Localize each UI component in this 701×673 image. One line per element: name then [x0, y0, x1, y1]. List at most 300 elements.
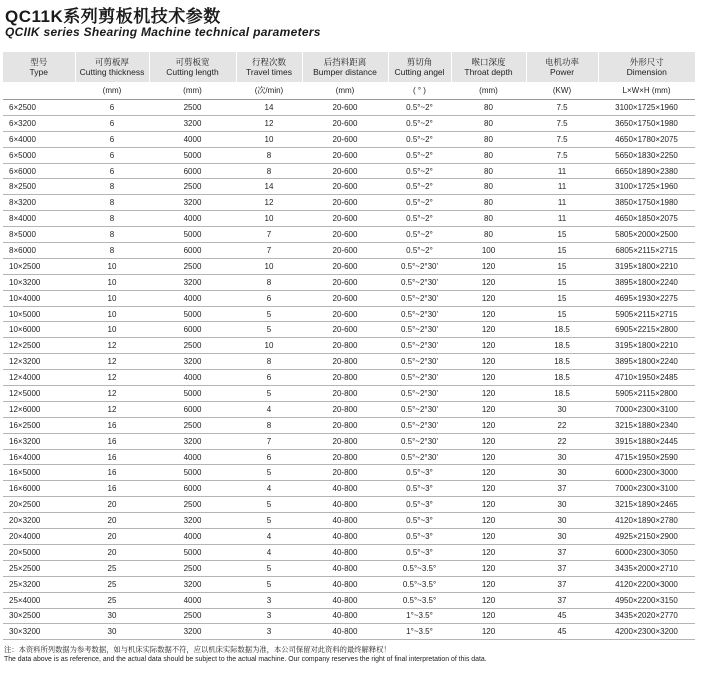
table-cell: 20-600 [302, 290, 388, 306]
unit-cell: (次/min) [236, 82, 302, 100]
column-header-cn: 可剪板厚 [94, 57, 129, 67]
table-cell: 25 [75, 560, 149, 576]
table-cell: 18.5 [526, 322, 598, 338]
table-cell: 5000 [149, 465, 236, 481]
unit-cell: ( ° ) [388, 82, 451, 100]
table-cell: 6×4000 [3, 131, 75, 147]
units-row [3, 82, 695, 100]
table-cell: 2500 [149, 608, 236, 624]
table-cell: 80 [451, 227, 526, 243]
table-cell: 12×6000 [3, 401, 75, 417]
table-cell: 0.5°~2°30' [388, 258, 451, 274]
unit-cell: (mm) [451, 82, 526, 100]
table-cell: 15 [526, 227, 598, 243]
table-cell: 6000 [149, 322, 236, 338]
table-cell: 5000 [149, 227, 236, 243]
table-cell: 7.5 [526, 100, 598, 116]
table-cell: 3215×1890×2465 [598, 497, 695, 513]
table-cell: 6000×2300×3000 [598, 465, 695, 481]
column-header [302, 52, 388, 82]
table-cell: 15 [526, 274, 598, 290]
column-header [3, 52, 75, 82]
table-row [3, 370, 695, 386]
table-cell: 0.5°~3.5° [388, 576, 451, 592]
table-row [3, 163, 695, 179]
table-cell: 10×2500 [3, 258, 75, 274]
table-cell: 4000 [149, 529, 236, 545]
table-cell: 12 [236, 115, 302, 131]
table-cell: 2500 [149, 179, 236, 195]
table-cell: 20-800 [302, 354, 388, 370]
table-cell: 8 [236, 274, 302, 290]
table-cell: 120 [451, 560, 526, 576]
table-cell: 20×5000 [3, 544, 75, 560]
table-cell: 8×2500 [3, 179, 75, 195]
table-cell: 6 [75, 163, 149, 179]
table-row [3, 576, 695, 592]
table-cell: 4000 [149, 290, 236, 306]
table-cell: 20-600 [302, 163, 388, 179]
table-cell: 120 [451, 338, 526, 354]
table-cell: 37 [526, 560, 598, 576]
column-header-en: Cutting thickness [79, 67, 145, 77]
table-cell: 3435×2000×2710 [598, 560, 695, 576]
table-cell: 45 [526, 608, 598, 624]
table-cell: 0.5°~2°30' [388, 370, 451, 386]
table-cell: 0.5°~2°30' [388, 338, 451, 354]
table-cell: 20-600 [302, 211, 388, 227]
table-cell: 4000 [149, 592, 236, 608]
table-cell: 0.5°~2°30' [388, 417, 451, 433]
table-cell: 20 [75, 544, 149, 560]
table-cell: 120 [451, 433, 526, 449]
table-cell: 12 [236, 195, 302, 211]
table-cell: 8 [75, 211, 149, 227]
table-row [3, 592, 695, 608]
table-cell: 12 [75, 338, 149, 354]
table-row [3, 306, 695, 322]
column-header-en: Travel times [246, 67, 292, 77]
table-cell: 0.5°~2°30' [388, 354, 451, 370]
table-cell: 3 [236, 592, 302, 608]
table-cell: 20-600 [302, 243, 388, 259]
column-header [388, 52, 451, 82]
table-cell: 4000 [149, 131, 236, 147]
table-cell: 20-600 [302, 227, 388, 243]
table-cell: 10 [236, 131, 302, 147]
table-row [3, 560, 695, 576]
table-cell: 6 [75, 100, 149, 116]
table-cell: 6×6000 [3, 163, 75, 179]
table-cell: 40-800 [302, 544, 388, 560]
table-cell: 120 [451, 449, 526, 465]
table-cell: 80 [451, 100, 526, 116]
table-cell: 100 [451, 243, 526, 259]
table-cell: 37 [526, 544, 598, 560]
table-cell: 3915×1880×2445 [598, 433, 695, 449]
table-cell: 30 [526, 449, 598, 465]
table-cell: 6805×2115×2715 [598, 243, 695, 259]
table-cell: 30 [526, 513, 598, 529]
table-cell: 8 [75, 243, 149, 259]
table-cell: 20-800 [302, 449, 388, 465]
table-cell: 3200 [149, 115, 236, 131]
table-cell: 0.5°~2° [388, 243, 451, 259]
table-cell: 0.5°~3.5° [388, 560, 451, 576]
table-cell: 0.5°~2° [388, 147, 451, 163]
table-cell: 12 [75, 370, 149, 386]
table-cell: 16×6000 [3, 481, 75, 497]
table-cell: 10 [75, 306, 149, 322]
table-cell: 4 [236, 529, 302, 545]
table-cell: 120 [451, 354, 526, 370]
table-cell: 3100×1725×1960 [598, 179, 695, 195]
table-cell: 3 [236, 624, 302, 640]
unit-cell: (mm) [75, 82, 149, 100]
column-header-en: Type [29, 67, 48, 77]
table-cell: 37 [526, 592, 598, 608]
table-cell: 0.5°~3° [388, 513, 451, 529]
table-cell: 16×3200 [3, 433, 75, 449]
table-cell: 14 [236, 100, 302, 116]
table-cell: 20-600 [302, 179, 388, 195]
table-cell: 120 [451, 370, 526, 386]
unit-cell [3, 82, 75, 100]
table-cell: 4000 [149, 211, 236, 227]
table-cell: 120 [451, 513, 526, 529]
column-header-cn: 电机功率 [544, 57, 579, 67]
table-cell: 4 [236, 544, 302, 560]
table-cell: 20-800 [302, 433, 388, 449]
table-cell: 20-800 [302, 417, 388, 433]
page-title: QC11K系列剪板机技术参数 [5, 7, 221, 26]
table-cell: 120 [451, 274, 526, 290]
table-cell: 120 [451, 417, 526, 433]
table-cell: 18.5 [526, 370, 598, 386]
table-cell: 0.5°~2°30' [388, 290, 451, 306]
table-cell: 120 [451, 306, 526, 322]
table-cell: 18.5 [526, 386, 598, 402]
table-cell: 5 [236, 386, 302, 402]
table-cell: 30 [75, 608, 149, 624]
table-cell: 8×3200 [3, 195, 75, 211]
table-cell: 25×3200 [3, 576, 75, 592]
table-cell: 0.5°~3° [388, 529, 451, 545]
table-row [3, 258, 695, 274]
table-cell: 18.5 [526, 338, 598, 354]
table-row [3, 608, 695, 624]
table-cell: 120 [451, 401, 526, 417]
table-row [3, 449, 695, 465]
table-cell: 30 [526, 465, 598, 481]
table-cell: 30 [526, 497, 598, 513]
table-cell: 6000 [149, 163, 236, 179]
table-row [3, 465, 695, 481]
column-header-en: Dimension [626, 67, 667, 77]
table-cell: 3200 [149, 354, 236, 370]
table-cell: 4120×1890×2780 [598, 513, 695, 529]
table-cell: 40-800 [302, 608, 388, 624]
table-cell: 0.5°~3° [388, 544, 451, 560]
table-cell: 20-800 [302, 386, 388, 402]
table-row [3, 354, 695, 370]
column-header-en: Cutting angel [394, 67, 445, 77]
table-cell: 3100×1725×1960 [598, 100, 695, 116]
table-cell: 5000 [149, 544, 236, 560]
table-cell: 120 [451, 544, 526, 560]
table-cell: 40-800 [302, 529, 388, 545]
table-cell: 4 [236, 401, 302, 417]
table-cell: 20-800 [302, 401, 388, 417]
table-cell: 0.5°~2° [388, 115, 451, 131]
table-row [3, 274, 695, 290]
table-cell: 6000×2300×3050 [598, 544, 695, 560]
note-chinese: 注：本资料所列数据为参考数据，如与机床实际数据不符，应以机床实际数据为准，本公司保留对此资料的最终解释权！ [4, 645, 391, 654]
unit-cell: L×W×H (mm) [598, 82, 695, 100]
column-header-cn: 剪切角 [406, 57, 433, 67]
table-cell: 12 [75, 401, 149, 417]
table-row [3, 100, 695, 116]
parameters-table [3, 52, 695, 640]
table-row [3, 433, 695, 449]
column-header [75, 52, 149, 82]
table-cell: 3200 [149, 576, 236, 592]
table-cell: 0.5°~2°30' [388, 401, 451, 417]
table-cell: 3215×1880×2340 [598, 417, 695, 433]
table-cell: 20×4000 [3, 529, 75, 545]
table-row [3, 195, 695, 211]
table-cell: 20 [75, 497, 149, 513]
table-cell: 0.5°~2°30' [388, 433, 451, 449]
table-cell: 10 [236, 338, 302, 354]
table-cell: 20-800 [302, 338, 388, 354]
table-cell: 4120×2200×3000 [598, 576, 695, 592]
table-row [3, 401, 695, 417]
table-cell: 12×3200 [3, 354, 75, 370]
table-cell: 3 [236, 608, 302, 624]
table-cell: 12 [75, 354, 149, 370]
table-cell: 120 [451, 481, 526, 497]
table-cell: 3895×1800×2240 [598, 274, 695, 290]
table-cell: 7000×2300×3100 [598, 401, 695, 417]
table-cell: 10×4000 [3, 290, 75, 306]
table-cell: 45 [526, 624, 598, 640]
table-cell: 0.5°~2° [388, 211, 451, 227]
table-cell: 3650×1750×1980 [598, 115, 695, 131]
table-cell: 12 [75, 386, 149, 402]
table-cell: 5650×1830×2250 [598, 147, 695, 163]
table-cell: 2500 [149, 497, 236, 513]
table-cell: 10 [75, 290, 149, 306]
table-cell: 20×2500 [3, 497, 75, 513]
table-cell: 16×5000 [3, 465, 75, 481]
column-header-cn: 喉口深度 [471, 57, 506, 67]
table-cell: 6 [75, 147, 149, 163]
table-cell: 0.5°~3° [388, 465, 451, 481]
column-header [526, 52, 598, 82]
table-cell: 20-600 [302, 258, 388, 274]
table-cell: 6 [75, 115, 149, 131]
table-cell: 5 [236, 576, 302, 592]
table-cell: 120 [451, 386, 526, 402]
table-cell: 5 [236, 465, 302, 481]
table-cell: 0.5°~2°30' [388, 322, 451, 338]
table-cell: 16×2500 [3, 417, 75, 433]
table-cell: 22 [526, 433, 598, 449]
table-cell: 120 [451, 497, 526, 513]
table-cell: 0.5°~2° [388, 179, 451, 195]
table-cell: 15 [526, 306, 598, 322]
table-cell: 8×6000 [3, 243, 75, 259]
table-cell: 12×5000 [3, 386, 75, 402]
table-cell: 8 [236, 354, 302, 370]
table-row [3, 131, 695, 147]
table-cell: 8×4000 [3, 211, 75, 227]
table-cell: 1°~3.5° [388, 608, 451, 624]
table-row [3, 211, 695, 227]
table-cell: 20-600 [302, 115, 388, 131]
table-row [3, 147, 695, 163]
table-cell: 16 [75, 481, 149, 497]
table-cell: 6000 [149, 401, 236, 417]
table-cell: 15 [526, 243, 598, 259]
table-cell: 11 [526, 163, 598, 179]
table-row [3, 338, 695, 354]
table-cell: 11 [526, 211, 598, 227]
table-row [3, 624, 695, 640]
header-row [3, 52, 695, 82]
table-cell: 6 [236, 370, 302, 386]
table-row [3, 227, 695, 243]
table-cell: 80 [451, 163, 526, 179]
table-cell: 10 [75, 274, 149, 290]
column-header-cn: 可剪板宽 [175, 57, 210, 67]
table-body [3, 100, 695, 640]
table-cell: 20-800 [302, 465, 388, 481]
table-cell: 5 [236, 306, 302, 322]
table-cell: 7 [236, 433, 302, 449]
table-row [3, 115, 695, 131]
table-cell: 11 [526, 195, 598, 211]
table-cell: 120 [451, 258, 526, 274]
table-cell: 120 [451, 290, 526, 306]
table-cell: 20-600 [302, 131, 388, 147]
table-cell: 10 [75, 258, 149, 274]
table-cell: 37 [526, 481, 598, 497]
table-cell: 25×2500 [3, 560, 75, 576]
table-cell: 25 [75, 592, 149, 608]
table-cell: 3195×1800×2210 [598, 338, 695, 354]
table-cell: 16 [75, 433, 149, 449]
table-cell: 5000 [149, 147, 236, 163]
table-cell: 4950×2200×3150 [598, 592, 695, 608]
table-cell: 15 [526, 258, 598, 274]
table-cell: 20-600 [302, 195, 388, 211]
table-cell: 6650×1890×2380 [598, 163, 695, 179]
table-cell: 80 [451, 211, 526, 227]
table-cell: 20-600 [302, 322, 388, 338]
table-cell: 4710×1950×2485 [598, 370, 695, 386]
table-cell: 3195×1800×2210 [598, 258, 695, 274]
table-cell: 16 [75, 449, 149, 465]
table-row [3, 544, 695, 560]
table-cell: 30×3200 [3, 624, 75, 640]
table-cell: 10×6000 [3, 322, 75, 338]
column-header-cn: 型号 [30, 57, 48, 67]
table-cell: 8 [236, 163, 302, 179]
table-cell: 20×3200 [3, 513, 75, 529]
table-row [3, 179, 695, 195]
table-cell: 3200 [149, 433, 236, 449]
table-cell: 0.5°~2° [388, 100, 451, 116]
table-cell: 0.5°~2° [388, 131, 451, 147]
table-cell: 8×5000 [3, 227, 75, 243]
table-cell: 16×4000 [3, 449, 75, 465]
table-cell: 20-600 [302, 306, 388, 322]
table-cell: 8 [75, 227, 149, 243]
table-cell: 80 [451, 179, 526, 195]
table-row [3, 513, 695, 529]
table-cell: 7.5 [526, 131, 598, 147]
table-cell: 4000 [149, 370, 236, 386]
table-cell: 4650×1850×2075 [598, 211, 695, 227]
table-cell: 0.5°~2° [388, 227, 451, 243]
table-cell: 7.5 [526, 115, 598, 131]
column-header-cn: 外形尺寸 [629, 57, 664, 67]
table-cell: 5 [236, 513, 302, 529]
table-cell: 0.5°~2° [388, 195, 451, 211]
table-cell: 6000 [149, 243, 236, 259]
table-cell: 120 [451, 322, 526, 338]
table-cell: 40-800 [302, 624, 388, 640]
table-cell: 3895×1800×2240 [598, 354, 695, 370]
table-cell: 8 [75, 179, 149, 195]
table-cell: 5905×2115×2715 [598, 306, 695, 322]
table-cell: 8 [75, 195, 149, 211]
table-cell: 20-600 [302, 100, 388, 116]
table-cell: 3850×1750×1980 [598, 195, 695, 211]
table-cell: 5000 [149, 386, 236, 402]
table-row [3, 290, 695, 306]
table-row [3, 529, 695, 545]
table-cell: 0.5°~3° [388, 497, 451, 513]
table-cell: 0.5°~2°30' [388, 274, 451, 290]
table-cell: 4 [236, 481, 302, 497]
table-cell: 5 [236, 560, 302, 576]
table-cell: 6×5000 [3, 147, 75, 163]
table-cell: 120 [451, 529, 526, 545]
table-cell: 3200 [149, 274, 236, 290]
table-cell: 20 [75, 513, 149, 529]
table-cell: 1°~3.5° [388, 624, 451, 640]
table-cell: 2500 [149, 258, 236, 274]
table-cell: 6 [236, 290, 302, 306]
table-cell: 7.5 [526, 147, 598, 163]
table-cell: 2500 [149, 417, 236, 433]
table-cell: 5 [236, 322, 302, 338]
column-header [451, 52, 526, 82]
table-cell: 20-600 [302, 147, 388, 163]
table-cell: 120 [451, 608, 526, 624]
table-cell: 120 [451, 624, 526, 640]
table-cell: 20-600 [302, 274, 388, 290]
table-cell: 0.5°~2°30' [388, 306, 451, 322]
table-cell: 30 [526, 401, 598, 417]
table-cell: 3200 [149, 513, 236, 529]
table-cell: 20 [75, 529, 149, 545]
table-cell: 80 [451, 195, 526, 211]
table-row [3, 386, 695, 402]
